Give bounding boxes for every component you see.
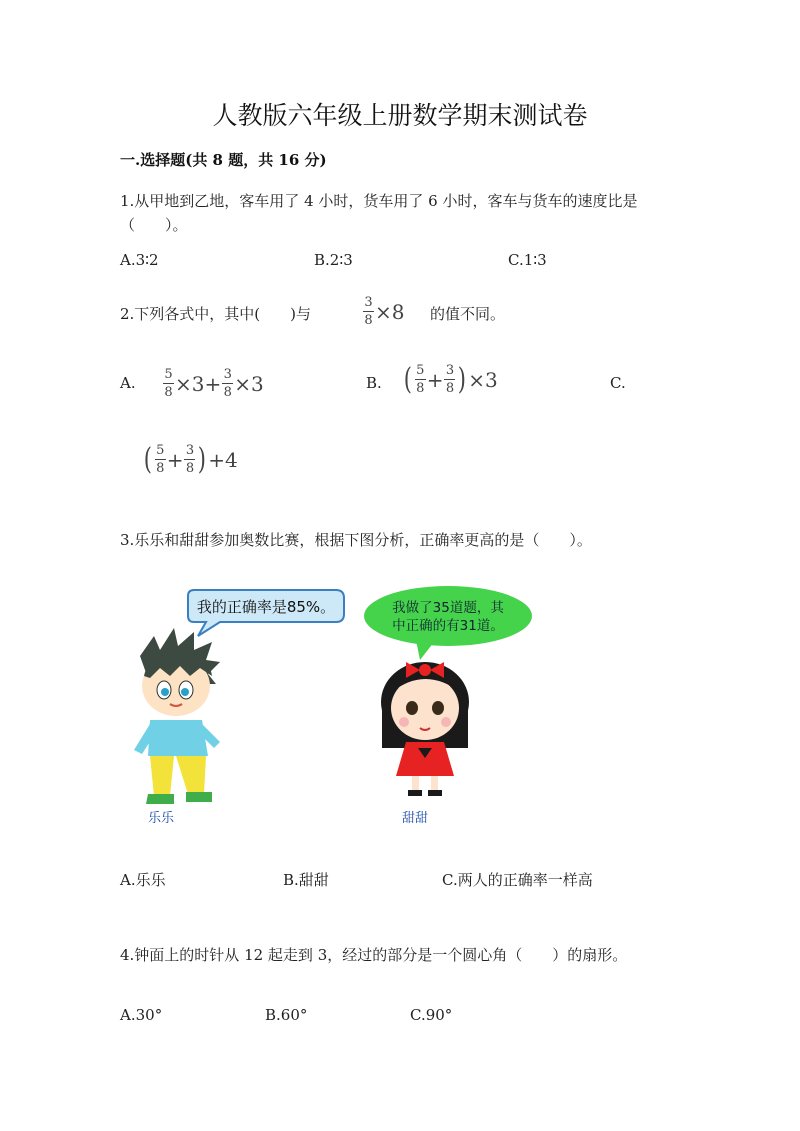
question-4-option-c[interactable]: C.90° xyxy=(410,1006,453,1024)
question-2-option-a-expression: $\frac{5}{8}$ ×3+ $\frac{3}{8}$ ×3 xyxy=(164,367,264,400)
question-4-option-a[interactable]: A.30° xyxy=(120,1006,163,1024)
section-heading: 一.选择题(共 8 题，共 16 分) xyxy=(120,151,327,169)
question-2-option-b[interactable]: B. xyxy=(366,374,382,392)
page-title: 人教版六年级上册数学期末测试卷 xyxy=(212,101,588,130)
boy-illustration xyxy=(134,628,220,804)
question-1-option-c[interactable]: C.1∶3 xyxy=(508,251,547,269)
question-4-option-b[interactable]: B.60° xyxy=(265,1006,308,1024)
fraction: $\frac{3}{8}$ xyxy=(364,295,373,328)
question-1-option-b[interactable]: B.2∶3 xyxy=(314,251,353,269)
question-3-option-c[interactable]: C.两人的正确率一样高 xyxy=(442,871,593,889)
girl-bubble-line-2: 中正确的有31道。 xyxy=(392,618,504,634)
question-1-stem: 1.从甲地到乙地，客车用了 4 小时，货车用了 6 小时，客车与货车的速度比是 xyxy=(120,192,638,210)
question-1-option-a[interactable]: A.3∶2 xyxy=(120,251,159,269)
question-2-stem-suffix: 的值不同。 xyxy=(430,305,506,323)
question-2-expression: $\frac{3}{8}$ × 8 xyxy=(364,295,405,328)
girl-illustration xyxy=(381,662,469,796)
question-4-stem: 4.钟面上的时针从 12 起走到 3，经过的部分是一个圆心角（ ）的扇形。 xyxy=(120,946,628,964)
question-2-option-a[interactable]: A. xyxy=(120,374,136,392)
girl-name-label: 甜甜 xyxy=(402,811,429,826)
question-1-stem-blank: （ ）。 xyxy=(120,216,188,234)
question-3-stem: 3.乐乐和甜甜参加奥数比赛，根据下图分析，正确率更高的是（ ）。 xyxy=(120,531,592,549)
question-2-option-c[interactable]: C. xyxy=(610,374,626,392)
girl-bubble-line-1: 我做了35道题，其 xyxy=(392,600,504,616)
girl-speech-bubble xyxy=(364,586,532,660)
boy-speech-bubble xyxy=(188,590,344,636)
question-3-figure xyxy=(120,580,560,840)
question-2-option-c-expression: ( $\frac{5}{8}$ + $\frac{3}{8}$ ) +4 xyxy=(143,441,238,477)
question-2-stem-prefix: 2.下列各式中，其中( )与 xyxy=(120,305,312,323)
boy-name-label: 乐乐 xyxy=(148,811,175,826)
question-3-option-b[interactable]: B.甜甜 xyxy=(283,871,329,889)
boy-bubble-text: 我的正确率是85%。 xyxy=(196,598,336,616)
question-2-option-b-expression: ( $\frac{5}{8}$ + $\frac{3}{8}$ ) ×3 xyxy=(403,361,498,397)
question-3-option-a[interactable]: A.乐乐 xyxy=(120,871,166,889)
